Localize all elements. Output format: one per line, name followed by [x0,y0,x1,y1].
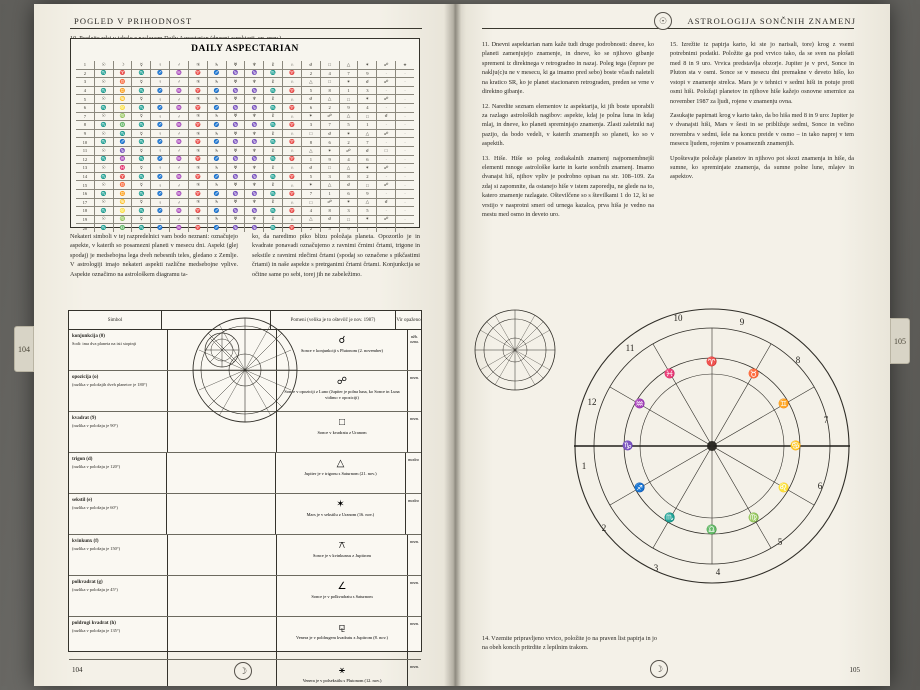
open-book [34,4,890,686]
right-paragraph-12: 12. Naredite seznam elementov iz aspektarija, ki jih boste uporabili za razlago astroloških nagibov: aspekte, kdaj je polna luna in kdaj mlaj, in dneve, ko planeti spreminjajo znamenja. Zlasti zaletniki naj pazijo, da bodo vedeli, v katerih znamenjih so planeti, ko so v aspektih. [482,102,654,148]
table-row [69,617,421,660]
main-astrology-chart [574,296,850,596]
row-glyph: ☌ [338,335,346,346]
zodiac-glyph: ♓ [664,368,676,379]
row-ref: nezn. [410,621,419,626]
row-event: Mars je v sekstilu z Uranom (16. nov.) [306,512,375,517]
row-name: kvadrat (9) [72,416,97,421]
row-event: Sonce je v polkvadratu s Saturnom [311,594,373,599]
row-ref: nezn. [410,664,419,669]
row-ref: nezn. [410,416,419,421]
th-symbol: Simbol [69,311,162,329]
row-ref: modro [408,498,420,503]
th-meaning: Pomeni (velika je to oštevilč je nov. 1987) [271,311,396,329]
row-event: Sonce v konjunkciji s Plutonom (2. november) [300,348,384,353]
figure-14-caption: 14. Vzemite pripravljeno vrvico, položite jo na praven list papirja in jo na obeh koncih pritrdite z lepilnim trakom. [482,635,657,652]
left-page-number: 104 [72,666,83,674]
left-footer-ornament: ☽ [234,662,252,680]
house-number: 10 [673,313,683,323]
table-row [69,453,421,494]
house-number: 9 [739,317,745,327]
house-number: 5 [777,537,783,547]
row-name: opozicija (o) [72,375,99,380]
right-header-ornament: ☉ [654,12,672,30]
zodiac-glyph: ♎ [706,524,718,535]
row-glyph: ⚻ [338,540,346,551]
row-desc: (razlika v položaju je 90°) [72,422,118,428]
left-chart-wheel [186,310,304,430]
row-desc: (razlika v položaju je 150°) [72,545,121,551]
house-number: 12 [587,397,597,407]
row-event: Sonce v kvadratu z Uranom [317,430,367,435]
house-number: 1 [581,461,587,471]
row-desc: (razlika v položaju je 60°) [72,504,118,510]
page-tab-left[interactable]: 104 [14,326,34,372]
house-number: 4 [715,567,721,577]
page-tab-right[interactable]: 105 [890,318,910,364]
left-body-col-1 [70,232,238,284]
row-name: trigon (d) [72,457,93,462]
row-event: Sonce je v kvinkunxu z Jupitrom [313,553,371,558]
zodiac-glyph: ♍ [748,512,760,523]
right-paragraph-16: Zasukajte papirnati krog v karto tako, da bo hiša med 8 in 9 uro: Jupiter je v dvanajsti hiši, Mars v šesti in se približuje sedmi, Sonce in večino novembra v sedmi, šele na koncu preide v osmo – in tako naprej v tem mesecu ljudem, rojenim v posameznih znamenjih. [670,111,854,148]
row-ref: nezn. [410,375,419,380]
zodiac-glyph: ♏ [664,512,676,523]
zodiac-glyph: ♋ [790,440,802,451]
row-desc: (razlika v položaju je 135°) [72,627,121,633]
row-glyph: ⚹ [339,665,345,676]
right-paragraph-15: 15. Izrežite iz papirja karto, ki ste jo narisali, tore) krog z vsemi potrebnimi podatki. Položite ga pod vrvico tako, da se sven na plošati med 8 in 9 uro. Vrvica predstavlja obzorje. Jupiter je v prvi, Sonce in Pluton sta v osmi. Sonce se v mesecu dni premakne v deveto hišo, ko vstopi v znamenje strelca. Mars je v tehnici v sedmi hiši in potuje proti osmi hiši. Položaji planetov in njihove hiše kažejo osnovne smernice za november 1987 za ljudi, rojene v znamenju ovna. [670,41,854,105]
house-number: 11 [625,343,635,353]
row-glyph: ✶ [336,499,345,510]
row-ref: nezn. [410,580,419,585]
zodiac-glyph: ♊ [778,398,790,409]
row-desc: (razlika v položaju je 120°) [72,463,121,469]
row-desc: Sodi: ima dva planeta na isti stopinji [72,340,137,346]
right-footer-ornament: ☽ [650,660,668,678]
row-glyph: ⚼ [338,622,346,633]
right-col-1 [482,40,654,225]
table-row [69,576,421,617]
row-glyph: □ [338,417,346,428]
row-ref: nezn. [410,539,419,544]
small-zodiac-wheel [470,304,560,396]
zodiac-glyph: ♌ [778,482,790,493]
house-number: 7 [823,415,829,425]
zodiac-glyph: ♑ [622,440,634,451]
left-page [34,4,454,686]
zodiac-glyph: ♐ [634,482,646,493]
th-color: Vir opaženo [396,317,421,323]
row-event: Venera je v polsekstilu s Plutonom (12. nov.) [302,678,382,683]
house-number: 2 [601,523,607,533]
left-running-head: POGLED V PRIHODNOST [74,16,193,26]
right-col-2 [670,40,854,187]
left-head-rule [70,28,422,29]
book-gutter-shadow [444,4,466,686]
zodiac-glyph: ♉ [748,368,760,379]
row-event: Venera je v poldrugem kvadratu z Jupitrom (8. nov.) [296,635,388,640]
row-name: sekstil (e) [72,498,93,503]
table-row [69,494,421,535]
row-ref: modro [408,457,420,462]
row-name: kvinkunx (f) [72,539,99,544]
row-desc: (razlika v položaju je 45°) [72,586,118,592]
house-number: 6 [817,481,823,491]
table-row [69,535,421,576]
row-ref: nžb. ozna. [410,334,419,345]
right-paragraph-17: Upoštevajte položaje planetov in njihovo pot skozi znamenja in hiše, da sumne, ko spreminjate znamenja, da sumne polne lune, mlajev in aspektov. [670,154,854,181]
zodiac-glyph: ♈ [706,356,718,367]
house-number: 8 [795,355,801,365]
right-page [454,4,890,686]
row-event: Sonce v opoziciji z Luno (Jupiter je polna luna, ko Sonce in Luna vidimo v opoziciji) [284,389,400,401]
right-paragraph-13: 13. Hiše. Hiše so poleg zodiakalnih znamenj najpomembnejši elementi mnoge astrološke karte in karte sončnih znamenj. Imamo dvanajst hiš, njihov vpliv je podrobno opisan na str. 108–109. Za zdaj si zapomnite, da ostanejo hiše v istem zaporedju, ne glede na to, katero znamenje razlagate. Oštevilčene so s številkami 1 do 12, ki se vrstijo v nasprotni smeri od urnega kazalca, prva hiša je vedno na mestu med osmo in deveto uro. [482,154,654,219]
right-page-number: 105 [849,666,860,674]
row-name: polkvadrat (g) [72,580,103,585]
row-event: Jupiter je v trigonu s Saturnom (21. nov.) [304,471,377,476]
aspectarian-title: DAILY ASPECTARIAN [191,44,299,54]
row-name: poldrugi kvadrat (h) [72,621,116,626]
row-glyph: ∠ [337,581,347,592]
left-body-paragraph-1: Nekateri simboli v tej razpredelnici vam bodo neznani: označujejo aspekte, v katerih so posamezni planeti v mesecu dni. Aspekt (glej spodaj) je medsebojna lega dveh nebesnih teles, gledano z Zemlje. V astrologiji imajo nekateri aspekti različne medsebojne vplive. Aspekte označimo na astrološkem diagramu ta- [70,233,238,278]
zodiac-glyph: ♒ [634,398,646,409]
right-running-head: ASTROLOGIJA SONČNIH ZNAMENJ [687,16,856,26]
left-body-paragraph-2: ko, da naredimo piko blizu položaja planeta. Opozorilo je in kvadrate ponavadi označujemo z ravnimi črnimi črtami, trigone in sekstile z ravnimi rdečimi črtami (spodaj so označene s pikčastimi črtami) in naše aspekte s pretrganimi črtami črtami. Konjunkcija se očitne same po sebi, torej jih ne zabeležimo. [252,233,420,278]
row-desc: (razlika v položajih dveh planetov je 180°) [72,381,148,387]
row-name: konjunkcija (0) [72,334,105,339]
left-body-col-2 [252,232,420,284]
aspectarian-grid: 1 ☉ ☽ ☿ ♀ ♂ ♃ ♄ ♅ ♆ ♇ ∩ ☌ □ △ ✶ ☍ ⚹ 2 ♏ ♈ ♏ ♐ ♒ ♈ ♐ ♑ ♑ ♏ ♈ 2 4 7 9 · · 3 ☉ ♉ ☿ ♀ ♂ ♃ ♄ ♅ ♆ ♇ ∩ △ □ ✶ ☌ ☍ · 4 ♏ ♊ ♏ ♐ ♒ ♈ ♐ ♑ ♑ ♏ ♈ 5 8 1 3 · · 5 ☉ ♋ ☿ ♀ ♂ ♃ ♄ ♅ ♆ ♇ ∩ ☌ △ □ ✶ ☍ · 6 ♏ ♌ ♏ ♐ ♒ ♈ ♐ ♑ ♑ ♏ ♈ 6 2 9 4 · · 7 ☉ ♍ ☿ ♀ ♂ ♃ ♄ ♅ ♆ ♇ ∩ ✶ ☍ △ □ ☌ · 8 ♏ ♎ ♏ ♐ ♒ ♈ ♐ ♑ ♑ ♏ ♈ 3 7 5 1 · · 9 ☉ ♏ ☿ ♀ ♂ ♃ ♄ ♅ ♆ ♇ ∩ □ ☌ ✶ △ ☍ · 10 ♏ ♐ ♏ ♐ ♒ ♈ ♐ ♑ ♑ ♏ ♈ 8 6 2 7 · · 11 ☉ ♑ ☿ ♀ ♂ ♃ ♄ ♅ ♆ ♇ ∩ △ ✶ ☍ ☌ □ · 12 ♏ ♒ ♏ ♐ ♒ ♈ ♐ ♑ ♑ ♏ ♈ 1 9 4 6 · · 13 ☉ ♓ ☿ ♀ ♂ ♃ ♄ ♅ ♆ ♇ ∩ ☌ □ △ ✶ ☍ · 14 ♏ ♈ ♏ ♐ ♒ ♈ ♐ ♑ ♑ ♏ ♈ 5 3 8 2 · · 15 ☉ ♉ ☿ ♀ ♂ ♃ ♄ ♅ ♆ ♇ ∩ ✶ △ ☌ □ ☍ · 16 ♏ ♊ ♏ ♐ ♒ ♈ ♐ ♑ ♑ ♏ ♈ 7 1 6 9 · · 17 ☉ ♋ ☿ ♀ ♂ ♃ ♄ ♅ ♆ ♇ ∩ □ ☍ ✶ △ ☌ · 18 ♏ ♌ ♏ ♐ ♒ ♈ ♐ ♑ ♑ ♏ ♈ 4 8 3 5 · · 19 ☉ ♍ ☿ ♀ ♂ ♃ ♄ ♅ ♆ ♇ ∩ △ ☌ □ ✶ ☍ · 20 ♏ ♎ ♏ ♐ ♒ ♈ ♐ ♑ ♑ ♏ ♈ 2 5 9 7 · · [76,61,414,223]
house-number: 3 [653,563,659,573]
row-glyph: △ [336,458,345,469]
right-paragraph-11: 11. Dnevni aspektarian nam kaže tudi druge podrobnosti: dneve, ko planeti zamenjujejo znamenje, in dneve, ko se njihovo gibanje spremeni iz direktnega v retrogradno in nazaj. Poleg tega (čeprav pe naklju(c)u ne v mesecu, ki ga imamo pred sebo) boste včasih naleteli na kratico SR, ko je planet stacionaren retrograden, preden se vrne v direktno gibanje. [482,41,654,96]
row-glyph: ☍ [336,376,348,387]
daily-aspectarian-box [70,38,420,231]
